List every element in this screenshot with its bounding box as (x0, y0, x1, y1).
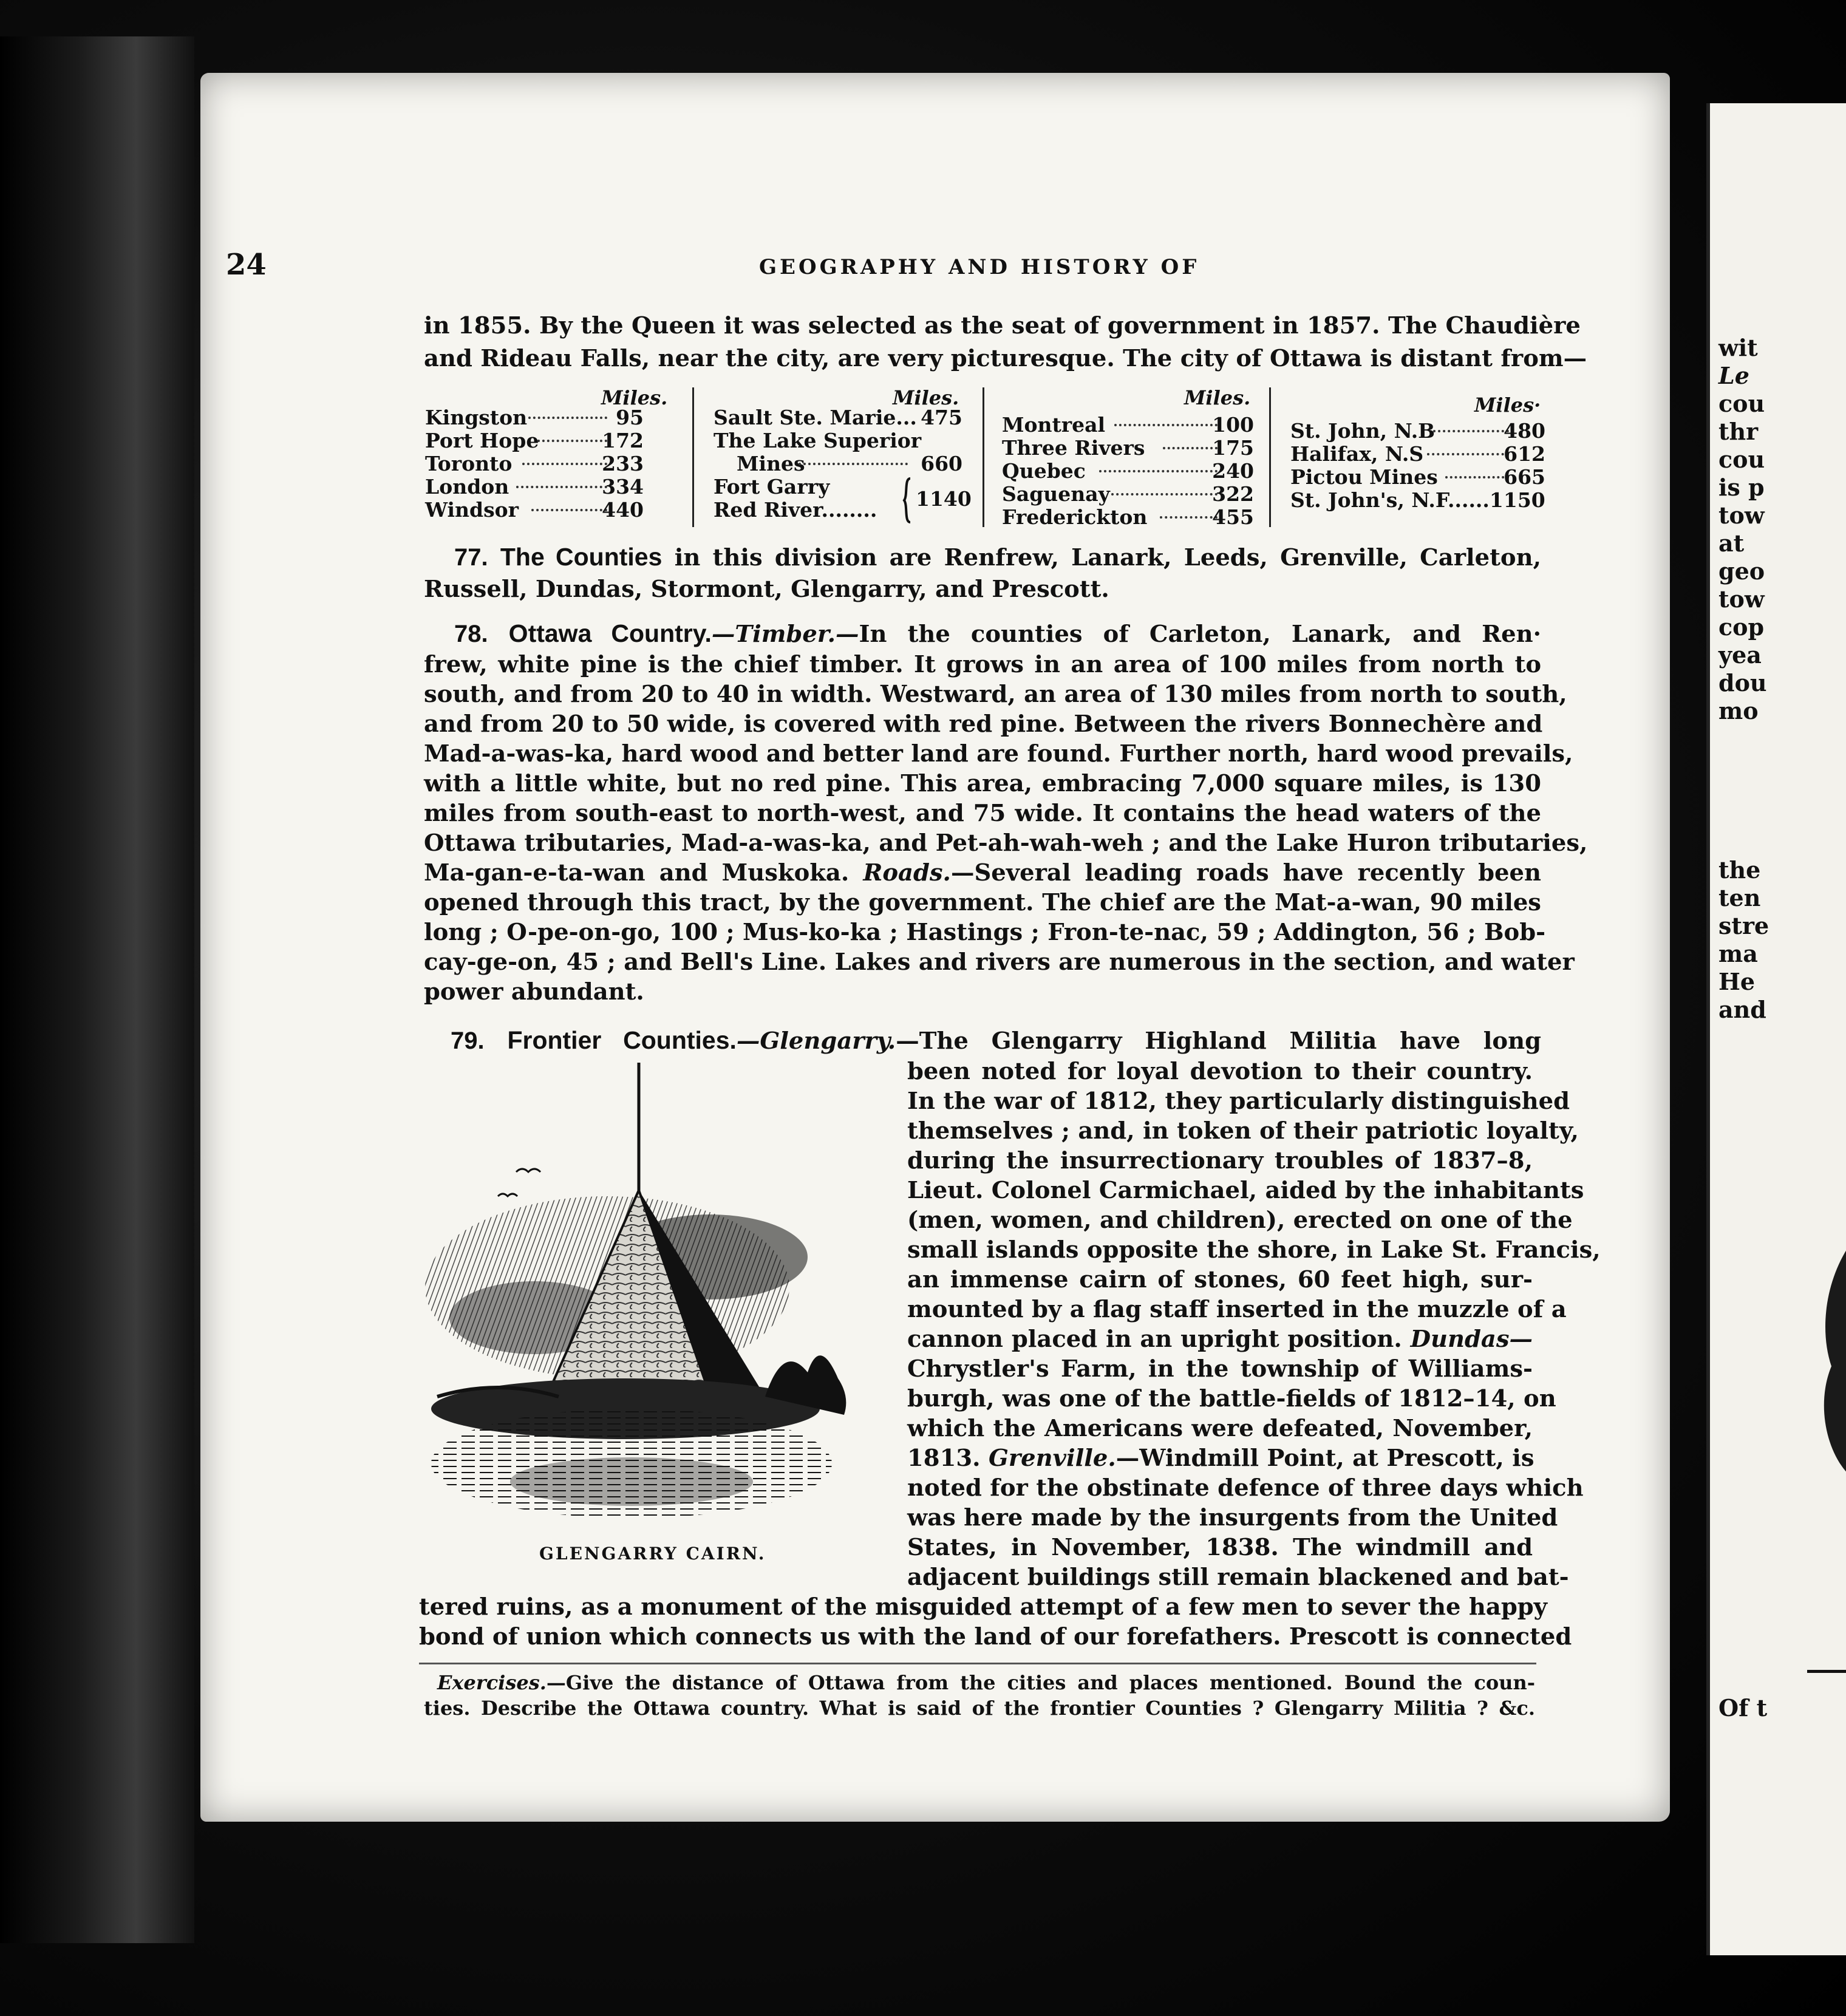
facing-page-fragment: ma (1718, 940, 1758, 967)
place-miles: 233 (602, 452, 644, 475)
section-79-line: Lieut. Colonel Carmichael, aided by the inhabitants (907, 1177, 1584, 1204)
facing-page-fragment: Of t (1718, 1694, 1768, 1721)
place-name: Pictou Mines (1290, 465, 1438, 489)
facing-page-fragment: and (1718, 996, 1766, 1023)
place-miles: 334 (602, 475, 644, 499)
facing-page-fragment: cou (1718, 446, 1765, 473)
place-name: London (425, 475, 509, 499)
place-miles: 240 (1212, 459, 1254, 483)
section-78-line: Mad-a-was-ka, hard wood and better land are found. Further north, hard wood prevails, (424, 740, 1573, 768)
exercises-label: Exercises. (437, 1671, 547, 1694)
section-79-line: been noted for loyal devotion to their country. (907, 1058, 1533, 1085)
section-78-line: frew, white pine is the chief timber. It grows in an area of 100 miles from north to (424, 651, 1541, 678)
section-number: 77. (454, 544, 488, 571)
facing-page-rule (1807, 1670, 1846, 1673)
place-name: Toronto (425, 452, 513, 475)
place-name: Frederickton (1002, 505, 1148, 529)
facing-page-fragment: cop (1718, 613, 1765, 641)
facing-page-fragment: thr (1718, 418, 1759, 445)
place-name: Mines (737, 452, 805, 475)
section-79-line: themselves ; and, in token of their patriotic loyalty, (907, 1117, 1579, 1145)
facing-page-fragment: at (1718, 530, 1745, 557)
section-79-line (907, 1326, 1533, 1353)
facing-page-fragment: mo (1718, 697, 1759, 724)
place-name: Saguenay (1002, 482, 1110, 506)
section-79-line: noted for the obstinate defence of three days which (907, 1474, 1584, 1502)
bracket-miles: 1140 (916, 487, 972, 511)
section-77-line (454, 543, 1541, 571)
section-79-line: (men, women, and children), erected on one of the (907, 1207, 1573, 1234)
place-miles: 480 (1504, 419, 1545, 443)
leader-dots (531, 498, 607, 511)
section-78-line (454, 619, 1541, 648)
place-name: St. John's, N.F......1150 (1290, 488, 1545, 512)
section-79-line: small islands opposite the shore, in Lake St. Francis, (907, 1236, 1601, 1264)
section-79-line: In the war of 1812, they particularly distinguished (907, 1088, 1570, 1115)
leader-dots (537, 429, 607, 442)
place-name: Montreal (1002, 413, 1106, 437)
facing-page-fragment: yea (1718, 641, 1762, 669)
section-77-line: Russell, Dundas, Stormont, Glengarry, and Prescott. (424, 576, 1109, 603)
place-name: Three Rivers (1002, 436, 1145, 460)
section-subtitle: —Timber.— (711, 621, 859, 648)
place-miles: 660 (921, 452, 962, 475)
exercises-line (437, 1671, 1535, 1694)
section-78-line (424, 859, 1541, 887)
section-79-line: during the insurrectionary troubles of 1837–8, (907, 1147, 1533, 1174)
facing-page-fragment: ten (1718, 884, 1761, 911)
section-78-line: Ottawa tributaries, Mad-a-was-ka, and Pet-ah-wah-weh ; and the Lake Huron tributaries, (424, 829, 1588, 857)
facing-page-fragment: geo (1718, 557, 1765, 585)
facing-page-fragment: cou (1718, 390, 1765, 417)
place-miles: 172 (602, 429, 644, 452)
section-78-line: cay-ge-on, 45 ; and Bell's Line. Lakes and rivers are numerous in the section, and water (424, 948, 1575, 976)
section-text: Ma-gan-e-ta-wan and Muskoka. (424, 859, 850, 887)
place-name: Sault Ste. Marie... (714, 406, 917, 429)
miles-header: Miles. (1184, 386, 1251, 409)
place-name: Halifax, N.S (1290, 442, 1424, 466)
place-name: Kingston (425, 406, 528, 429)
leader-dots (528, 406, 607, 419)
facing-page-fragment: dou (1718, 669, 1767, 696)
glengarry-cairn-engraving (425, 1057, 874, 1536)
place-miles: 175 (1212, 436, 1254, 460)
section-79-line: Chrystler's Farm, in the township of Williams- (907, 1355, 1533, 1383)
leader-dots (1114, 413, 1218, 426)
facing-page-fragment: wit (1718, 334, 1758, 361)
place-name: Windsor (425, 498, 519, 522)
facing-page-fragment: Le (1718, 362, 1749, 389)
section-text: —Several leading roads have recently been (950, 859, 1541, 887)
leader-dots (1160, 505, 1218, 519)
grenville-label: Grenville. (988, 1445, 1116, 1472)
table-column-rule (692, 387, 694, 527)
intro-line: and Rideau Falls, near the city, are very picturesque. The city of Ottawa is distant from— (424, 345, 1587, 372)
leader-dots (799, 452, 908, 465)
facing-page-fragment: stre (1718, 912, 1769, 939)
leader-dots (1111, 482, 1218, 495)
section-number: 79. (451, 1027, 485, 1054)
place-miles: 440 (602, 498, 644, 522)
section-text: —Windmill Point, at Prescott, is (1115, 1445, 1534, 1472)
leader-dots (522, 452, 607, 465)
section-78-line: miles from south-east to north-west, and 75 wide. It contains the head waters of the (424, 800, 1541, 827)
facing-page-fragment: tow (1718, 585, 1765, 613)
leader-dots (1163, 436, 1218, 449)
section-79-line: which the Americans were defeated, November, (907, 1415, 1533, 1442)
facing-page-fragment: tow (1718, 502, 1765, 529)
section-79-line: burgh, was one of the battle-fields of 1812–14, on (907, 1385, 1556, 1412)
place-name: Quebec (1002, 459, 1086, 483)
place-miles: 475 (921, 406, 962, 429)
place-miles: 665 (1504, 465, 1545, 489)
facing-page-fragment: the (1718, 856, 1761, 884)
section-text: 1813. (907, 1445, 981, 1472)
section-title: Ottawa Country. (508, 619, 712, 647)
facing-page-fragment: He (1718, 968, 1756, 995)
leader-dots (1427, 442, 1509, 455)
section-79-line: States, in November, 1838. The windmill and (907, 1534, 1533, 1561)
leader-dots (1445, 465, 1509, 478)
place-name: Port Hope (425, 429, 539, 452)
place-miles: 612 (1504, 442, 1545, 466)
page-number: 24 (226, 248, 267, 282)
dundas-label: Dundas— (1410, 1326, 1533, 1353)
exercises-text: —Give the distance of Ottawa from the cities and places mentioned. Bound the coun- (546, 1671, 1535, 1694)
place-miles: 455 (1212, 505, 1254, 529)
section-79-line: bond of union which connects us with the land of our forefathers. Prescott is connected (419, 1623, 1572, 1650)
leader-dots (516, 475, 607, 488)
exercises-rule (419, 1663, 1536, 1664)
section-78-line: long ; O-pe-on-go, 100 ; Mus-ko-ka ; Hastings ; Fron-te-nac, 59 ; Addington, 56 ; Bob- (424, 919, 1546, 946)
section-79-line: tered ruins, as a monument of the misguided attempt of a few men to sever the happy (419, 1593, 1548, 1621)
leader-dots (1433, 419, 1509, 432)
running-head: GEOGRAPHY AND HISTORY OF (759, 255, 1200, 279)
section-78-line: with a little white, but no red pine. This area, embracing 7,000 square miles, is 130 (424, 770, 1541, 797)
figure-caption: GLENGARRY CAIRN. (539, 1544, 766, 1564)
book-binding-edge (0, 36, 194, 1943)
section-78-line: south, and from 20 to 40 in width. Westward, an area of 130 miles from north to south, (424, 681, 1567, 708)
section-79-line (907, 1445, 1533, 1472)
section-79-line: was here made by the insurgents from the United (907, 1504, 1558, 1531)
section-79-line (451, 1026, 1541, 1055)
section-79-line: an immense cairn of stones, 60 feet high, sur- (907, 1266, 1533, 1293)
facing-page-fragment: is p (1718, 474, 1765, 501)
table-column-rule (1269, 387, 1271, 527)
place-miles: 95 (616, 406, 644, 429)
section-79-line: mounted by a flag staff inserted in the muzzle of a (907, 1296, 1567, 1323)
table-column-rule (983, 387, 984, 527)
place-miles: 100 (1212, 413, 1254, 437)
section-number: 78. (454, 621, 488, 647)
miles-header: Miles. (893, 386, 959, 409)
section-text: cannon placed in an upright position. (907, 1326, 1402, 1353)
facing-page (1706, 103, 1846, 1955)
section-title: The Counties (500, 543, 662, 571)
place-name: Red River........ (714, 498, 877, 522)
section-79-line: adjacent buildings still remain blackened and bat- (907, 1564, 1569, 1591)
section-text: —The Glengarry Highland Militia have long (896, 1027, 1541, 1055)
facing-page-engraving (1813, 1245, 1846, 1476)
place-name: St. John, N.B (1290, 419, 1436, 443)
place-miles: 322 (1212, 482, 1254, 506)
section-78-line: power abundant. (424, 978, 644, 1006)
section-78-line: and from 20 to 50 wide, is covered with red pine. Between the rivers Bonnechère and (424, 710, 1543, 738)
section-title: Frontier Counties. (507, 1026, 737, 1054)
section-text: in this division are Renfrew, Lanark, Leeds, Grenville, Carleton, (674, 544, 1541, 571)
section-text: In the counties of Carleton, Lanark, and Ren· (859, 621, 1542, 648)
place-name: The Lake Superior (714, 429, 922, 452)
section-subtitle: —Glengarry. (736, 1027, 896, 1055)
leader-dots (1099, 459, 1218, 472)
exercises-line: ties. Describe the Ottawa country. What is said of the frontier Counties ? Glengarry Militia ? &c. (424, 1697, 1535, 1720)
intro-line: in 1855. By the Queen it was selected as the seat of government in 1857. The Chaudière (424, 312, 1581, 339)
place-name: Fort Garry (714, 475, 830, 499)
section-78-line: opened through this tract, by the government. The chief are the Mat-a-wan, 90 miles (424, 889, 1541, 916)
miles-header: Miles· (1474, 393, 1541, 417)
roads-label: Roads. (863, 859, 951, 887)
brace-icon (902, 477, 914, 523)
miles-header: Miles. (601, 386, 668, 409)
